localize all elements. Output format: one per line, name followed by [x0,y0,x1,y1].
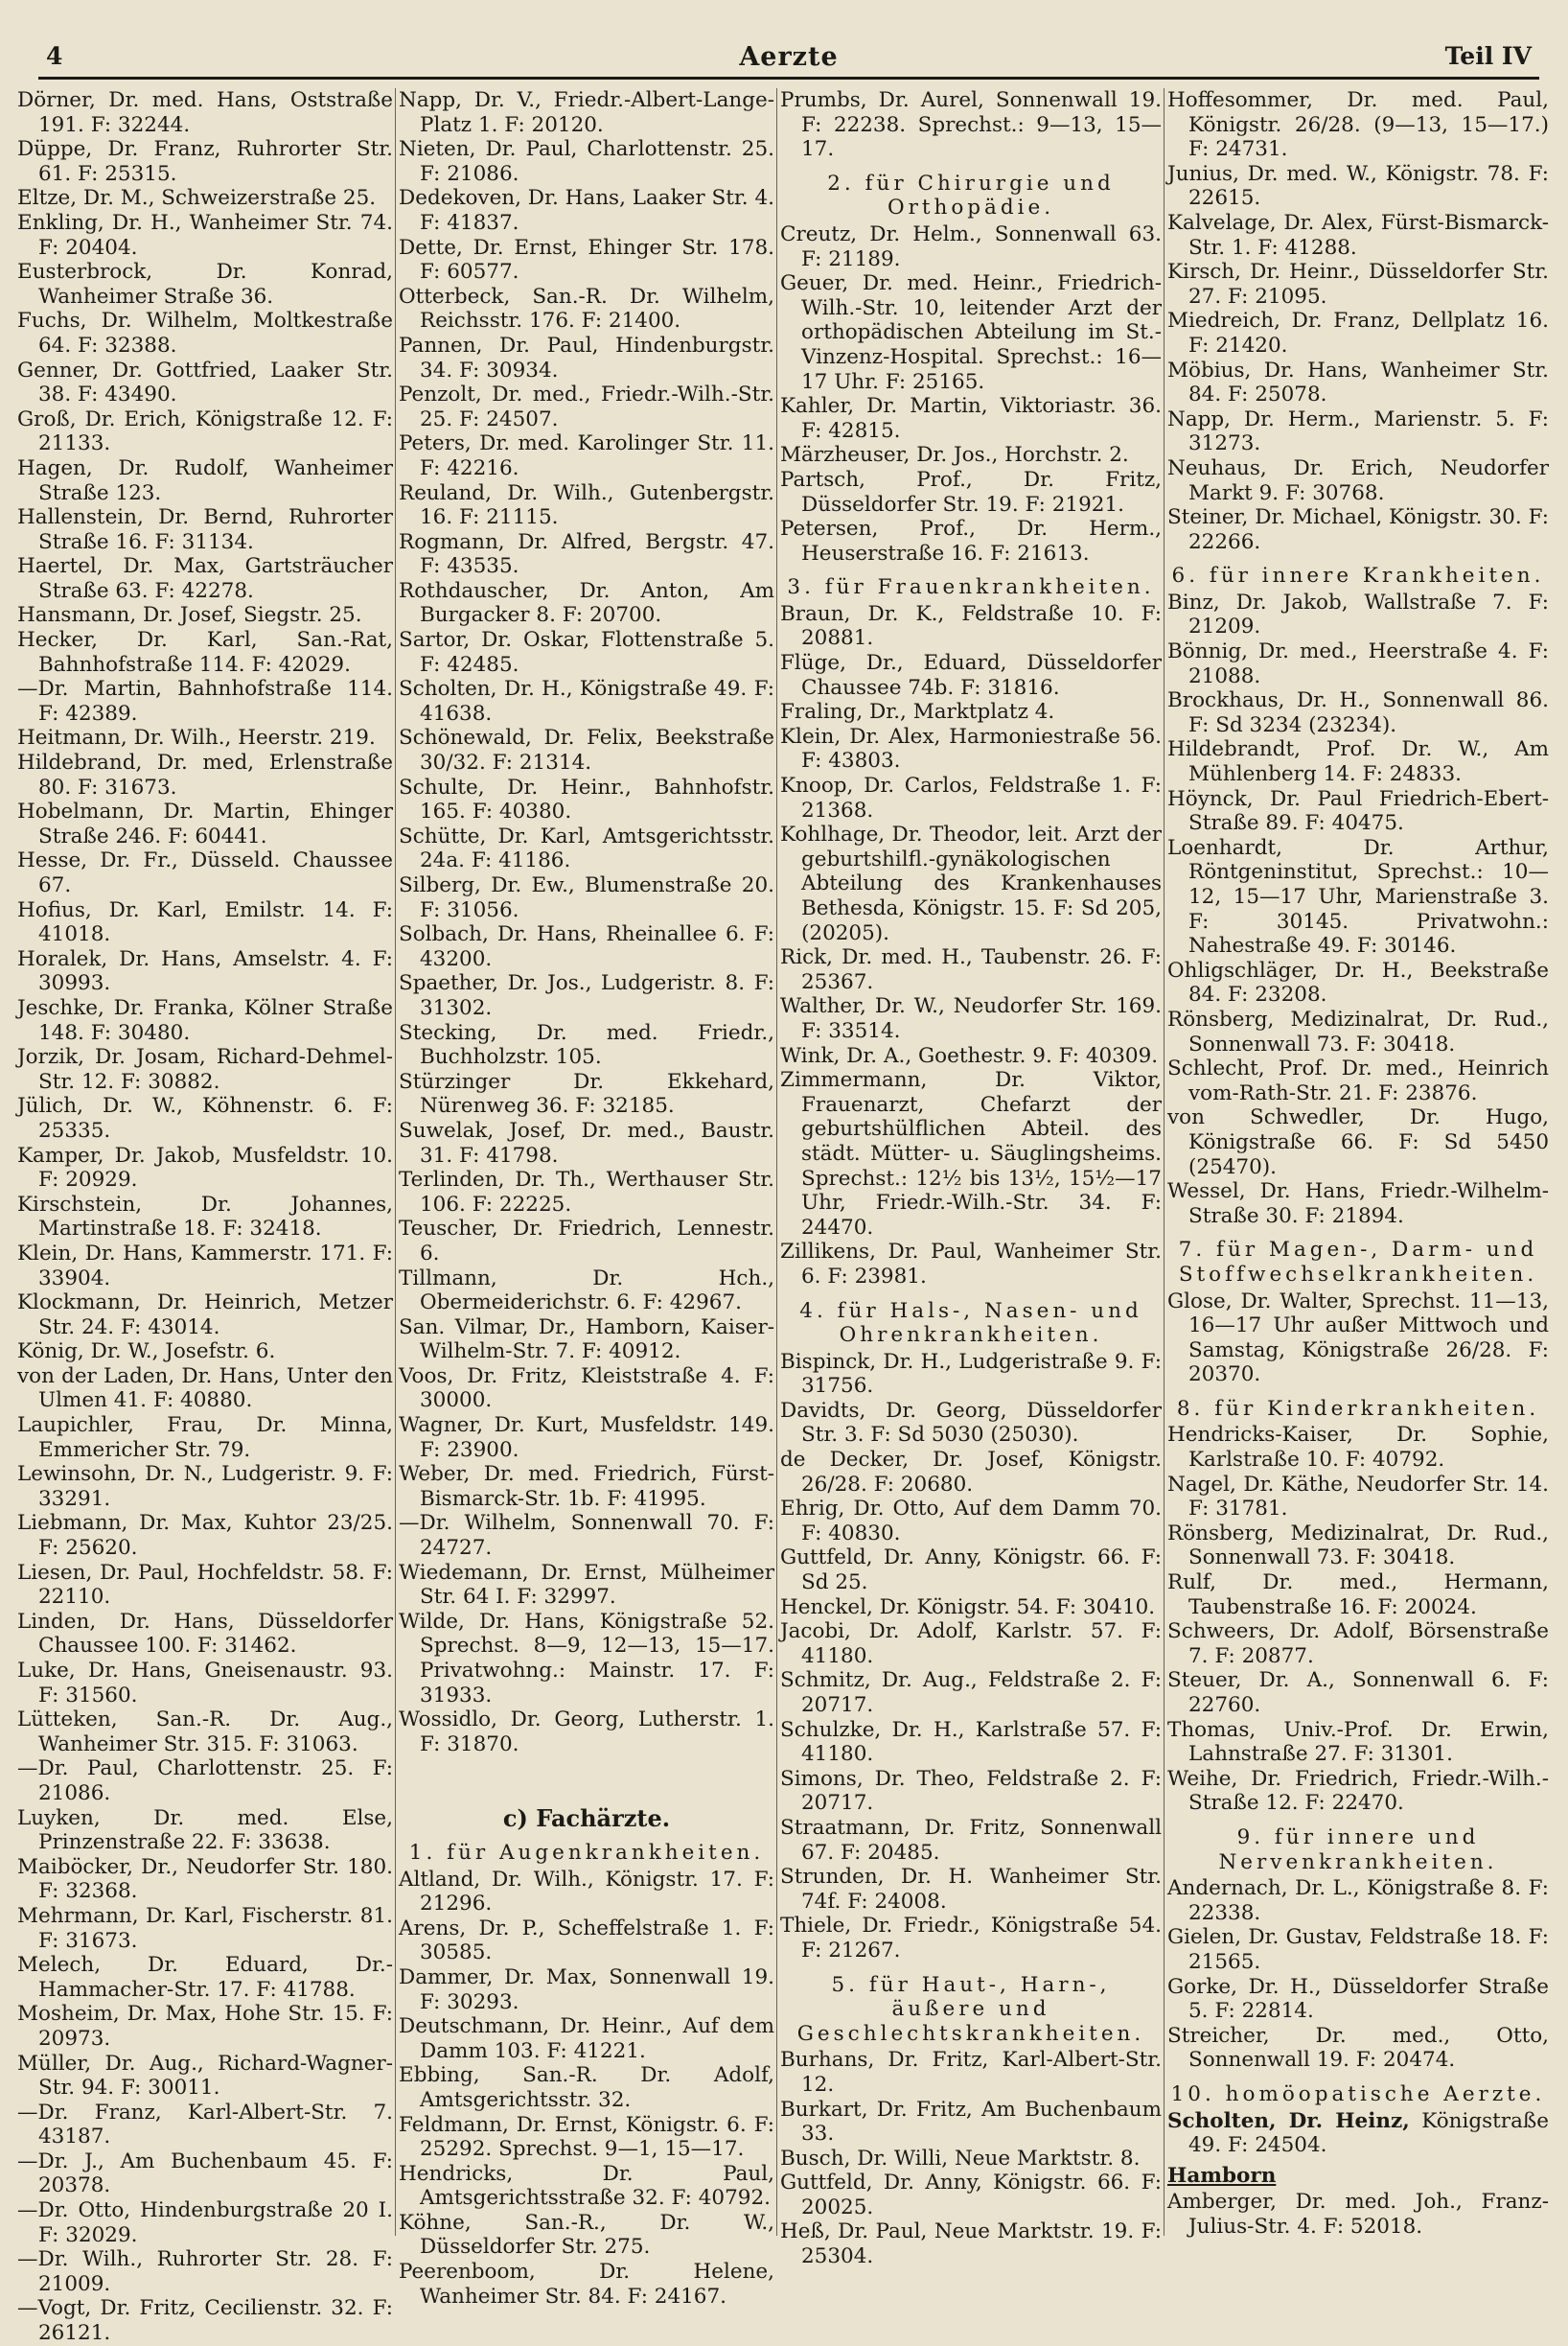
directory-entry: Kirsch, Dr. Heinr., Düsseldorfer Str. 27. F: 21095. [1167,260,1549,309]
directory-entry: Möbius, Dr. Hans, Wanheimer Str. 84. F: 25078. [1167,358,1549,407]
section-heading-haut: 5. für Haut-, Harn-, äußere und Geschlechtskrankheiten. [796,1972,1145,2046]
directory-entry: Voos, Dr. Fritz, Kleiststraße 4. F: 30000. [399,1363,774,1413]
directory-entry: Creutz, Dr. Helm., Sonnenwall 63. F: 21189. [780,221,1162,271]
directory-entry: Märzheuser, Dr. Jos., Horchstr. 2. [780,443,1129,468]
directory-entry: Haertel, Dr. Max, Gartsträucher Straße 63. F: 42278. [17,554,393,603]
entry-list [1167,591,1549,1228]
directory-entry: Straatmann, Dr. Fritz, Sonnenwall 67. F: 20485. [780,1815,1162,1865]
section-heading-innere: 6. für innere Krankheiten. [1171,564,1545,589]
directory-entry: Horalek, Dr. Hans, Amselstr. 4. F: 30993. [17,946,393,996]
directory-entry: Hendricks, Dr. Paul, Amtsgerichtsstraße 32. F: 40792. [399,2161,774,2211]
directory-entry: Tillmann, Dr. Hch., Obermeiderichstr. 6. F: 42967. [399,1266,774,1315]
header-rule [38,77,1539,80]
directory-entry: —Dr. Paul, Charlottenstr. 25. F: 21086. [17,1756,393,1805]
entry-list [399,88,774,1756]
directory-entry: Mosheim, Dr. Max, Hohe Str. 15. F: 20973. [17,2002,393,2051]
directory-entry: Petersen, Prof., Dr. Herm., Heuserstraße 16. F: 21613. [780,517,1162,566]
directory-entry: Klockmann, Dr. Heinrich, Metzer Str. 24. F: 43014. [17,1290,393,1339]
directory-entry: —Dr. Martin, Bahnhofstraße 114. F: 42389. [17,677,393,726]
directory-entry: Prumbs, Dr. Aurel, Sonnenwall 19. F: 22238. Sprechst.: 9—13, 15—17. [780,88,1162,162]
directory-entry: Amberger, Dr. med. Joh., Franz-Julius-Str. 4. F: 52018. [1167,2190,1549,2239]
directory-entry: Walther, Dr. W., Neudorfer Str. 169. F: 33514. [780,994,1162,1043]
entry-list [780,222,1162,566]
directory-entry: Feldmann, Dr. Ernst, Königstr. 6. F: 25292. Sprechst. 9—1, 15—17. [399,2112,774,2162]
directory-entry: Braun, Dr. K., Feldstraße 10. F: 20881. [780,601,1162,651]
directory-entry: König, Dr. W., Josefstr. 6. [17,1339,276,1364]
directory-entry: Sartor, Dr. Oskar, Flottenstraße 5. F: 42485. [399,628,774,677]
entry-rest: Königstraße 49. F: 24504. [1188,2108,1549,2158]
directory-entry: Jacobi, Dr. Adolf, Karlstr. 57. F: 41180. [780,1619,1162,1668]
directory-entry: von Schwedler, Dr. Hugo, Königstraße 66. F: Sd 5450 (25470). [1167,1105,1549,1179]
directory-entry [1167,2109,1549,2158]
directory-entry: Bönnig, Dr. med., Heerstraße 4. F: 21088. [1167,639,1549,688]
directory-entry: Wagner, Dr. Kurt, Musfeldstr. 149. F: 23900. [399,1413,774,1462]
directory-entry: Dedekoven, Dr. Hans, Laaker Str. 4. F: 41837. [399,186,774,235]
directory-entry: Rulf, Dr. med., Hermann, Taubenstraße 16. F: 20024. [1167,1570,1549,1619]
directory-entry: Penzolt, Dr. med., Friedr.-Wilh.-Str. 25. F: 24507. [399,383,774,431]
directory-entry: Kohlhage, Dr. Theodor, leit. Arzt der geburtshilfl.-gynäkologischen Abteilung des Krankenhauses Bethesda, Königstr. 15. F: Sd 205, (20205). [780,823,1162,945]
directory-entry: Weber, Dr. med. Friedrich, Fürst-Bismarck-Str. 1b. F: 41995. [399,1462,774,1511]
directory-entry: Hagen, Dr. Rudolf, Wanheimer Straße 123. [17,455,393,505]
directory-entry: Fuchs, Dr. Wilhelm, Moltkestraße 64. F: 32388. [17,309,393,358]
directory-entry: Busch, Dr. Willi, Neue Marktstr. 8. [780,2146,1141,2171]
directory-entry: Kamper, Dr. Jakob, Musfeldstr. 10. F: 20929. [17,1143,393,1193]
column-divider [776,88,777,2236]
directory-entry: Spaether, Dr. Jos., Ludgeristr. 8. F: 31302. [399,971,774,1020]
part-label: Teil IV [1444,42,1532,70]
directory-entry: Simons, Dr. Theo, Feldstraße 2. F: 20717. [780,1766,1162,1816]
directory-entry: Streicher, Dr. med., Otto, Sonnenwall 19. F: 20474. [1167,2023,1549,2073]
directory-entry: Genner, Dr. Gottfried, Laaker Str. 38. F: 43490. [17,358,393,407]
entry-list [1167,1876,1549,2073]
directory-entry: Geuer, Dr. med. Heinr., Friedrich-Wilh.-Str. 10, leitender Arzt der orthopädischen Abteilung im St.-Vinzenz-Hospital. Sprechst.: 16—17 Uhr. F: 25165. [780,271,1162,394]
directory-entry: Stürzinger Dr. Ekkehard, Nürenweg 36. F: 32185. [399,1069,774,1119]
entry-list [1167,1423,1549,1816]
directory-entry: Davidts, Dr. Georg, Düsseldorfer Str. 3. F: Sd 5030 (25030). [780,1398,1162,1448]
directory-entry: Schulzke, Dr. H., Karlstraße 57. F: 41180. [780,1717,1162,1767]
directory-entry: Rick, Dr. med. H., Taubenstr. 26. F: 25367. [780,945,1162,994]
directory-entry: Burhans, Dr. Fritz, Karl-Albert-Str. 12. [780,2048,1162,2097]
directory-entry: Gielen, Dr. Gustav, Feldstraße 18. F: 21565. [1167,1925,1549,1974]
directory-entry: Jülich, Dr. W., Köhnenstr. 6. F: 25335. [17,1094,393,1143]
directory-entry: Kirschstein, Dr. Johannes, Martinstraße 18. F: 32418. [17,1192,393,1242]
directory-entry: Müller, Dr. Aug., Richard-Wagner-Str. 94. F: 30011. [17,2051,393,2101]
directory-entry: Binz, Dr. Jakob, Wallstraße 7. F: 21209. [1167,590,1549,639]
directory-entry: Hildebrandt, Prof. Dr. W., Am Mühlenberg 14. F: 24833. [1167,737,1549,787]
directory-entry: Schönewald, Dr. Felix, Beekstraße 30/32. F: 21314. [399,726,774,776]
section-heading-magen: 7. für Magen-, Darm- und Stoffwechselkrankheiten. [1178,1238,1538,1287]
directory-entry: Teuscher, Dr. Friedrich, Lennestr. 6. [399,1217,774,1266]
directory-entry: Fraling, Dr., Marktplatz 4. [780,700,1055,725]
directory-entry: Otterbeck, San.-R. Dr. Wilhelm, Reichsstr. 176. F: 21400. [399,284,774,334]
directory-entry: Eltze, Dr. M., Schweizerstraße 25. [17,186,377,211]
directory-entry: Partsch, Prof., Dr. Fritz, Düsseldorfer Str. 19. F: 21921. [780,467,1162,517]
directory-entry: Wilde, Dr. Hans, Königstraße 52. Sprechst. 8—9, 12—13, 15—17. Privatwohng.: Mainstr. 17. F: 31933. [399,1609,774,1707]
entry-name-bold: Scholten, Dr. Heinz, [1167,2108,1410,2133]
directory-entry: Jeschke, Dr. Franka, Kölner Straße 148. F: 30480. [17,995,393,1045]
directory-entry: Brockhaus, Dr. H., Sonnenwall 86. F: Sd 3234 (23234). [1167,688,1549,737]
directory-entry: Hesse, Dr. Fr., Düsseld. Chaussee 67. [17,848,393,897]
directory-entry: Knoop, Dr. Carlos, Feldstraße 1. F: 21368. [780,774,1162,823]
directory-entry: —Dr. Otto, Hindenburgstraße 20 I. F: 32029. [17,2198,393,2247]
directory-entry: Hobelmann, Dr. Martin, Ehinger Straße 246. F: 60441. [17,800,393,848]
directory-entry: Hildebrand, Dr. med, Erlenstraße 80. F: 31673. [17,751,393,800]
directory-entry: Schulte, Dr. Heinr., Bahnhofstr. 165. F: 40380. [399,775,774,825]
directory-entry: Liesen, Dr. Paul, Hochfeldstr. 58. F: 22110. [17,1560,393,1610]
directory-entry: Schweers, Dr. Adolf, Börsenstraße 7. F: 20877. [1167,1619,1549,1668]
directory-entry: Wiedemann, Dr. Ernst, Mülheimer Str. 64 I. F: 32997. [399,1560,774,1610]
page-title: Aerzte [739,42,839,72]
directory-entry: de Decker, Dr. Josef, Königstr. 26/28. F: 20680. [780,1448,1162,1497]
directory-entry: Dette, Dr. Ernst, Ehinger Str. 178. F: 60577. [399,235,774,285]
directory-entry: Nieten, Dr. Paul, Charlottenstr. 25. F: 21086. [399,137,774,186]
spacer [399,1756,774,1789]
directory-entry: Andernach, Dr. L., Königstraße 8. F: 22338. [1167,1876,1549,1925]
directory-entry: —Vogt, Dr. Fritz, Cecilienstr. 32. F: 26121. [17,2296,393,2346]
directory-entry: Luke, Dr. Hans, Gneisenaustr. 93. F: 31560. [17,1659,393,1707]
directory-entry: Rönsberg, Medizinalrat, Dr. Rud., Sonnenwall 73. F: 30418. [1167,1521,1549,1570]
entry-list [17,88,393,2346]
directory-entry: Kalvelage, Dr. Alex, Fürst-Bismarck-Str. 1. F: 41288. [1167,210,1549,260]
directory-entry: San. Vilmar, Dr., Hamborn, Kaiser-Wilhelm-Str. 7. F: 40912. [399,1314,774,1364]
directory-entry: Hoffesommer, Dr. med. Paul, Königstr. 26/28. (9—13, 15—17.) F: 24731. [1167,88,1549,162]
directory-entry: Hansmann, Dr. Josef, Siegstr. 25. [17,603,362,628]
section-heading-hamborn: Hamborn [1167,2163,1277,2188]
directory-entry: Wink, Dr. A., Goethestr. 9. F: 40309. [780,1043,1159,1068]
section-heading-augen: 1. für Augenkrankheiten. [408,1840,765,1865]
directory-entry: Pannen, Dr. Paul, Hindenburgstr. 34. F: 30934. [399,333,774,383]
directory-entry: Ebbing, San.-R. Dr. Adolf, Amtsgerichtsstr. 32. [399,2063,774,2112]
column-3 [780,88,1162,2269]
entry-list [1167,2190,1549,2239]
directory-entry: Klein, Dr. Alex, Harmoniestraße 56. F: 43803. [780,724,1162,774]
directory-entry: Suwelak, Josef, Dr. med., Baustr. 31. F: 41798. [399,1118,774,1168]
directory-entry: Bispinck, Dr. H., Ludgeristraße 9. F: 31756. [780,1349,1162,1399]
directory-entry: Höynck, Dr. Paul Friedrich-Ebert-Straße 89. F: 40475. [1167,786,1549,836]
section-heading-homoeopathie: 10. homöopatische Aerzte. [1170,2081,1546,2106]
directory-entry: Napp, Dr. Herm., Marienstr. 5. F: 31273. [1167,406,1549,456]
directory-entry: —Dr. Wilh., Ruhrorter Str. 28. F: 21009. [17,2247,393,2296]
directory-entry: Rogmann, Dr. Alfred, Bergstr. 47. F: 43535. [399,529,774,579]
directory-entry: Heß, Dr. Paul, Neue Marktstr. 19. F: 25304. [780,2219,1162,2269]
directory-entry: Loenhardt, Dr. Arthur, Röntgeninstitut, Sprechst.: 10—12, 15—17 Uhr, Marienstraße 3. F: 30145. Privatwohn.: Nahestraße 49. F: 30146. [1167,835,1549,959]
section-heading-chirurgie: 2. für Chirurgie und Orthopädie. [827,171,1115,221]
directory-entry: Scholten, Dr. H., Königstraße 49. F: 41638. [399,677,774,726]
directory-entry: Arens, Dr. P., Scheffelstraße 1. F: 30585. [399,1916,774,1965]
directory-entry: Luyken, Dr. med. Else, Prinzenstraße 22. F: 33638. [17,1805,393,1855]
directory-entry: Rönsberg, Medizinalrat, Dr. Rud., Sonnenwall 73. F: 30418. [1167,1007,1549,1057]
directory-entry: Stecking, Dr. med. Friedr., Buchholzstr. 105. [399,1020,774,1070]
directory-entry: Flüge, Dr., Eduard, Düsseldorfer Chaussee 74b. F: 31816. [780,651,1162,700]
directory-entry: Lütteken, San.-R. Dr. Aug., Wanheimer Str. 315. F: 31063. [17,1707,393,1756]
directory-entry: Ehrig, Dr. Otto, Auf dem Damm 70. F: 40830. [780,1497,1162,1545]
column-divider [395,88,396,2236]
directory-entry: Zillikens, Dr. Paul, Wanheimer Str. 6. F: 23981. [780,1240,1162,1289]
section-heading-frauen: 3. für Frauenkrankheiten. [787,575,1155,600]
directory-entry: Enkling, Dr. H., Wanheimer Str. 74. F: 20404. [17,210,393,260]
directory-entry: Steiner, Dr. Michael, Königstr. 30. F: 22266. [1167,505,1549,554]
column-1 [17,88,393,2346]
directory-entry: Guttfeld, Dr. Anny, Königstr. 66. F: 20025. [780,2171,1162,2219]
entry-list [1167,88,1549,554]
directory-entry: Strunden, Dr. H. Wanheimer Str. 74f. F: 24008. [780,1865,1162,1914]
directory-entry: Kahler, Dr. Martin, Viktoriastr. 36. F: 42815. [780,394,1162,443]
directory-entry: —Dr. Wilhelm, Sonnenwall 70. F: 24727. [399,1511,774,1561]
directory-entry: Lewinsohn, Dr. N., Ludgeristr. 9. F: 33291. [17,1462,393,1511]
directory-entry: Dörner, Dr. med. Hans, Oststraße 191. F: 32244. [17,88,393,137]
directory-entry: Klein, Dr. Hans, Kammerstr. 171. F: 33904. [17,1241,393,1290]
section-heading-hals: 4. für Hals-, Nasen- und Ohrenkrankheiten. [799,1298,1142,1348]
section-heading-nerven: 9. für innere und Nervenkrankheiten. [1218,1824,1498,1874]
directory-entry: Schütte, Dr. Karl, Amtsgerichtsstr. 24a. F: 41186. [399,824,774,873]
section-heading-kinder: 8. für Kinderkrankheiten. [1176,1396,1540,1421]
directory-entry: Maiböcker, Dr., Neudorfer Str. 180. F: 32368. [17,1854,393,1904]
directory-entry: Schmitz, Dr. Aug., Feldstraße 2. F: 20717. [780,1668,1162,1717]
directory-entry: Mehrmann, Dr. Karl, Fischerstr. 81. F: 31673. [17,1903,393,1953]
directory-entry: Glose, Dr. Walter, Sprechst. 11—13, 16—17 Uhr außer Mittwoch und Samstag, Königstraße 26/28. F: 20370. [1167,1289,1549,1387]
directory-entry: Deutschmann, Dr. Heinr., Auf dem Damm 103. F: 41221. [399,2014,774,2063]
directory-entry: Henckel, Dr. Königstr. 54. F: 30410. [780,1594,1156,1619]
directory-entry: Neuhaus, Dr. Erich, Neudorfer Markt 9. F: 30768. [1167,455,1549,505]
directory-entry: Terlinden, Dr. Th., Werthauser Str. 106. F: 22225. [399,1168,774,1217]
directory-entry: Dammer, Dr. Max, Sonnenwall 19. F: 30293. [399,1964,774,2014]
directory-entry: Heitmann, Dr. Wilh., Heerstr. 219. [17,726,376,751]
directory-entry: Rothdauscher, Dr. Anton, Am Burgacker 8. F: 20700. [399,578,774,628]
directory-entry: Thiele, Dr. Friedr., Königstraße 54. F: 21267. [780,1914,1162,1963]
directory-entry: Steuer, Dr. A., Sonnenwall 6. F: 22760. [1167,1668,1549,1717]
directory-entry: Weihe, Dr. Friedrich, Friedr.-Wilh.-Straße 12. F: 22470. [1167,1766,1549,1816]
directory-entry: Napp, Dr. V., Friedr.-Albert-Lange-Platz 1. F: 20120. [399,88,774,137]
directory-entry: Gorke, Dr. H., Düsseldorfer Straße 5. F: 22814. [1167,1974,1549,2024]
directory-entry: —Dr. J., Am Buchenbaum 45. F: 20378. [17,2149,393,2198]
entry-list [780,1350,1162,1963]
directory-entry: Jorzik, Dr. Josam, Richard-Dehmel-Str. 12. F: 30882. [17,1045,393,1094]
directory-entry: Burkart, Dr. Fritz, Am Buchenbaum 33. [780,2097,1162,2147]
directory-entry: Melech, Dr. Eduard, Dr.-Hammacher-Str. 17. F: 41788. [17,1953,393,2002]
directory-entry: Peerenboom, Dr. Helene, Wanheimer Str. 84. F: 24167. [399,2260,774,2309]
directory-entry: Wossidlo, Dr. Georg, Lutherstr. 1. F: 31870. [399,1707,774,1756]
directory-entry: Junius, Dr. med. W., Königstr. 78. F: 22615. [1167,161,1549,211]
directory-entry: Laupichler, Frau, Dr. Minna, Emmericher Str. 79. [17,1413,393,1462]
directory-entry: Miedreich, Dr. Franz, Dellplatz 16. F: 21420. [1167,309,1549,358]
directory-entry: Hofius, Dr. Karl, Emilstr. 14. F: 41018. [17,897,393,947]
entry-list [399,1868,774,2310]
directory-entry: Thomas, Univ.-Prof. Dr. Erwin, Lahnstraße 27. F: 31301. [1167,1717,1549,1767]
column-4 [1167,88,1549,2239]
section-heading-fachaerzte: c) Fachärzte. [502,1804,671,1833]
directory-entry: von der Laden, Dr. Hans, Unter den Ulmen 41. F: 40880. [17,1363,393,1413]
directory-entry: Guttfeld, Dr. Anny, Königstr. 66. F: Sd 25. [780,1545,1162,1595]
directory-entry: Schlecht, Prof. Dr. med., Heinrich vom-Rath-Str. 21. F: 23876. [1167,1057,1549,1105]
directory-entry: Altland, Dr. Wilh., Königstr. 17. F: 21296. [399,1867,774,1916]
directory-entry: Hallenstein, Dr. Bernd, Ruhrorter Straße 16. F: 31134. [17,505,393,554]
directory-entry: Hecker, Dr. Karl, San.-Rat, Bahnhofstraße 114. F: 42029. [17,628,393,677]
directory-entry: Solbach, Dr. Hans, Rheinallee 6. F: 43200. [399,922,774,971]
directory-entry: Nagel, Dr. Käthe, Neudorfer Str. 14. F: 31781. [1167,1472,1549,1521]
directory-entry: Zimmermann, Dr. Viktor, Frauenarzt, Chefarzt der geburtshülflichen Abteil. des städt. Mütter- u. Säuglingsheims. Sprechst.: 12½ bis 13½, 15½—17 Uhr, Friedr.-Wilh.-Str. 34. F: 24470. [780,1068,1162,1240]
entry-list [780,2048,1162,2268]
directory-entry: Peters, Dr. med. Karolinger Str. 11. F: 42216. [399,431,774,480]
directory-entry: Hendricks-Kaiser, Dr. Sophie, Karlstraße 10. F: 40792. [1167,1423,1549,1473]
directory-entry: Liebmann, Dr. Max, Kuhtor 23/25. F: 25620. [17,1511,393,1561]
directory-entry: Linden, Dr. Hans, Düsseldorfer Chaussee 100. F: 31462. [17,1609,393,1659]
page-number: 4 [46,42,63,70]
entry-list [780,602,1162,1289]
directory-entry: Silberg, Dr. Ew., Blumenstraße 20. F: 31056. [399,873,774,922]
entry-list [780,88,1162,162]
column-2 [399,88,774,2309]
directory-entry: Reuland, Dr. Wilh., Gutenbergstr. 16. F: 21115. [399,480,774,530]
directory-entry: Ohligschläger, Dr. H., Beekstraße 84. F: 23208. [1167,958,1549,1008]
directory-entry: Groß, Dr. Erich, Königstraße 12. F: 21133. [17,406,393,456]
directory-entry: Eusterbrock, Dr. Konrad, Wanheimer Straße 36. [17,260,393,309]
directory-entry: —Dr. Franz, Karl-Albert-Str. 7. 43187. [17,2100,393,2149]
directory-entry: Düppe, Dr. Franz, Ruhrorter Str. 61. F: 25315. [17,137,393,186]
entry-list [1167,1289,1549,1387]
directory-entry: Wessel, Dr. Hans, Friedr.-Wilhelm-Straße 30. F: 21894. [1167,1179,1549,1228]
directory-entry: Köhne, San.-R., Dr. W., Düsseldorfer Str. 275. [399,2210,774,2260]
